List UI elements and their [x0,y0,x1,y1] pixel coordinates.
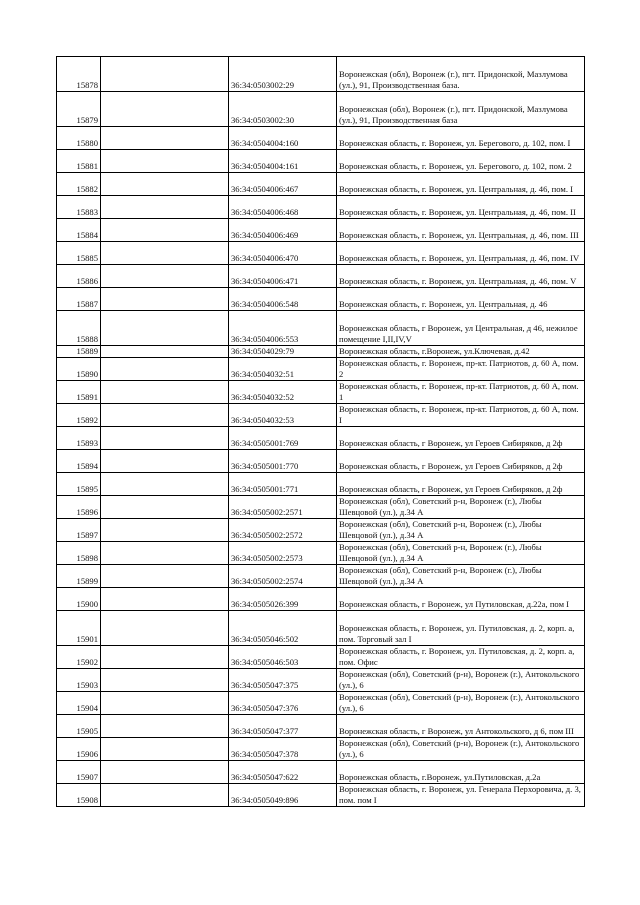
cadastral-number: 36:34:0504006:468 [229,196,337,219]
address-cell: Воронежская область, г. Воронеж, ул. Путиловская, д. 2, корп. а, пом. Офис [337,646,585,669]
table-row [57,646,585,669]
address-cell: Воронежская область, г. Воронеж, ул. Центральная, д. 46, пом. II [337,196,585,219]
cadastral-number: 36:34:0505049:896 [229,784,337,807]
row-number: 15879 [57,92,101,127]
cadastral-number: 36:34:0504006:553 [229,311,337,346]
empty-cell [101,669,229,692]
cadastral-number: 36:34:0505001:769 [229,427,337,450]
row-number: 15896 [57,496,101,519]
cadastral-number: 36:34:0504006:471 [229,265,337,288]
table-row [57,542,585,565]
row-number: 15895 [57,473,101,496]
address-cell: Воронежская (обл), Советский (р-н), Воронеж (г.), Антокольского (ул.), 6 [337,669,585,692]
row-number: 15882 [57,173,101,196]
table-row [57,127,585,150]
empty-cell [101,738,229,761]
table-row [57,265,585,288]
cadastral-number: 36:34:0504006:470 [229,242,337,265]
empty-cell [101,519,229,542]
cadastral-number: 36:34:0504006:548 [229,288,337,311]
empty-cell [101,311,229,346]
address-cell: Воронежская область, г. Воронеж, пр-кт. Патриотов, д. 60 А, пом. I [337,404,585,427]
cadastral-number: 36:34:0505046:503 [229,646,337,669]
row-number: 15900 [57,588,101,611]
address-cell: Воронежская область, г. Воронеж, ул. Берегового, д. 102, пом. I [337,127,585,150]
empty-cell [101,358,229,381]
empty-cell [101,496,229,519]
table-row [57,150,585,173]
row-number: 15898 [57,542,101,565]
cadastral-number: 36:34:0504032:53 [229,404,337,427]
address-cell: Воронежская (обл), Советский (р-н), Воронеж (г.), Антокольского (ул.), 6 [337,738,585,761]
empty-cell [101,404,229,427]
table-row [57,588,585,611]
address-cell: Воронежская область, г Воронеж, ул Героев Сибиряков, д 2ф [337,450,585,473]
table-row [57,611,585,646]
empty-cell [101,692,229,715]
empty-cell [101,173,229,196]
row-number: 15890 [57,358,101,381]
cadastral-number: 36:34:0504006:469 [229,219,337,242]
cadastral-number: 36:34:0505001:770 [229,450,337,473]
address-cell: Воронежская область, г Воронеж, ул Путиловская, д.22а, пом I [337,588,585,611]
empty-cell [101,784,229,807]
row-number: 15884 [57,219,101,242]
table-row [57,715,585,738]
empty-cell [101,646,229,669]
address-cell: Воронежская область, г. Воронеж, пр-кт. Патриотов, д. 60 А, пом. 1 [337,381,585,404]
address-cell: Воронежская область, г. Воронеж, ул. Генерала Перхоровича, д. 3, пом. пом I [337,784,585,807]
empty-cell [101,346,229,358]
empty-cell [101,196,229,219]
table-row [57,496,585,519]
table-row [57,57,585,92]
cadastral-number: 36:34:0504006:467 [229,173,337,196]
empty-cell [101,150,229,173]
address-cell: Воронежская область, г. Воронеж, ул. Путиловская, д. 2, корп. а, пом. Торговый зал I [337,611,585,646]
table-row [57,669,585,692]
empty-cell [101,265,229,288]
row-number: 15881 [57,150,101,173]
address-cell: Воронежская (обл), Воронеж (г.), пгт. Придонской, Мазлумова (ул.), 91, Производственная база. [337,57,585,92]
row-number: 15899 [57,565,101,588]
address-cell: Воронежская область, г. Воронеж, ул. Центральная, д. 46 [337,288,585,311]
address-cell: Воронежская область, г. Воронеж, ул. Центральная, д. 46, пом. IV [337,242,585,265]
table-row [57,761,585,784]
cadastral-number: 36:34:0504032:52 [229,381,337,404]
address-cell: Воронежская (обл), Советский р-н, Воронеж (г.), Любы Шевцовой (ул.), д.34 А [337,542,585,565]
empty-cell [101,715,229,738]
row-number: 15891 [57,381,101,404]
table-row [57,173,585,196]
row-number: 15886 [57,265,101,288]
row-number: 15887 [57,288,101,311]
row-number: 15904 [57,692,101,715]
row-number: 15888 [57,311,101,346]
empty-cell [101,450,229,473]
table-row [57,427,585,450]
cadastral-number: 36:34:0505002:2572 [229,519,337,542]
cadastral-number: 36:34:0505047:378 [229,738,337,761]
cadastral-number: 36:34:0504004:160 [229,127,337,150]
empty-cell [101,92,229,127]
cadastral-number: 36:34:0505047:377 [229,715,337,738]
row-number: 15885 [57,242,101,265]
cadastral-number: 36:34:0504004:161 [229,150,337,173]
table-row [57,92,585,127]
table-row [57,288,585,311]
table-row [57,358,585,381]
address-cell: Воронежская (обл), Советский р-н, Воронеж (г.), Любы Шевцовой (ул.), д.34 А [337,519,585,542]
address-cell: Воронежская область, г Воронеж, ул Героев Сибиряков, д 2ф [337,473,585,496]
row-number: 15908 [57,784,101,807]
table-row [57,242,585,265]
cadastral-number: 36:34:0505047:376 [229,692,337,715]
address-cell: Воронежская область, г. Воронеж, пр-кт. Патриотов, д. 60 А, пом. 2 [337,358,585,381]
table-row [57,473,585,496]
empty-cell [101,381,229,404]
table-row [57,738,585,761]
registry-table [56,56,585,807]
cadastral-number: 36:34:0505002:2571 [229,496,337,519]
row-number: 15892 [57,404,101,427]
cadastral-number: 36:34:0504029:79 [229,346,337,358]
row-number: 15901 [57,611,101,646]
registry-table-body [57,57,585,807]
empty-cell [101,427,229,450]
address-cell: Воронежская область, г Воронеж, ул Антокольского, д 6, пом III [337,715,585,738]
cadastral-number: 36:34:0504032:51 [229,358,337,381]
row-number: 15897 [57,519,101,542]
cadastral-number: 36:34:0505002:2574 [229,565,337,588]
table-row [57,381,585,404]
table-row [57,346,585,358]
empty-cell [101,761,229,784]
cadastral-number: 36:34:0505047:622 [229,761,337,784]
cadastral-number: 36:34:0505002:2573 [229,542,337,565]
table-row [57,219,585,242]
address-cell: Воронежская (обл), Советский р-н, Воронеж (г.), Любы Шевцовой (ул.), д.34 А [337,565,585,588]
cadastral-number: 36:34:0505001:771 [229,473,337,496]
empty-cell [101,565,229,588]
empty-cell [101,219,229,242]
cadastral-number: 36:34:0505026:399 [229,588,337,611]
table-row [57,565,585,588]
row-number: 15903 [57,669,101,692]
address-cell: Воронежская область, г.Воронеж, ул.Ключевая, д.42 [337,346,585,358]
empty-cell [101,288,229,311]
row-number: 15878 [57,57,101,92]
empty-cell [101,242,229,265]
row-number: 15889 [57,346,101,358]
table-row [57,784,585,807]
row-number: 15894 [57,450,101,473]
cadastral-number: 36:34:0505046:502 [229,611,337,646]
empty-cell [101,473,229,496]
table-row [57,692,585,715]
address-cell: Воронежская (обл), Воронеж (г.), пгт. Придонской, Мазлумова (ул.), 91, Производственная база [337,92,585,127]
address-cell: Воронежская область, г. Воронеж, ул. Центральная, д. 46, пом. I [337,173,585,196]
empty-cell [101,57,229,92]
table-row [57,311,585,346]
empty-cell [101,542,229,565]
address-cell: Воронежская область, г. Воронеж, ул. Берегового, д. 102, пом. 2 [337,150,585,173]
empty-cell [101,127,229,150]
row-number: 15905 [57,715,101,738]
table-row [57,450,585,473]
row-number: 15883 [57,196,101,219]
address-cell: Воронежская (обл), Советский р-н, Воронеж (г.), Любы Шевцовой (ул.), д.34 А [337,496,585,519]
row-number: 15893 [57,427,101,450]
table-row [57,196,585,219]
address-cell: Воронежская область, г Воронеж, ул Героев Сибиряков, д 2ф [337,427,585,450]
address-cell: Воронежская область, г Воронеж, ул Центральная, д 46, нежилое помещение I,II,IV,V [337,311,585,346]
row-number: 15906 [57,738,101,761]
empty-cell [101,588,229,611]
table-row [57,404,585,427]
row-number: 15902 [57,646,101,669]
address-cell: Воронежская область, г. Воронеж, ул. Центральная, д. 46, пом. III [337,219,585,242]
address-cell: Воронежская (обл), Советский (р-н), Воронеж (г.), Антокольского (ул.), 6 [337,692,585,715]
cadastral-number: 36:34:0505047:375 [229,669,337,692]
table-row [57,519,585,542]
empty-cell [101,611,229,646]
cadastral-number: 36:34:0503002:29 [229,57,337,92]
cadastral-number: 36:34:0503002:30 [229,92,337,127]
address-cell: Воронежская область, г. Воронеж, ул. Центральная, д. 46, пом. V [337,265,585,288]
row-number: 15880 [57,127,101,150]
row-number: 15907 [57,761,101,784]
address-cell: Воронежская область, г.Воронеж, ул.Путиловская, д.2а [337,761,585,784]
